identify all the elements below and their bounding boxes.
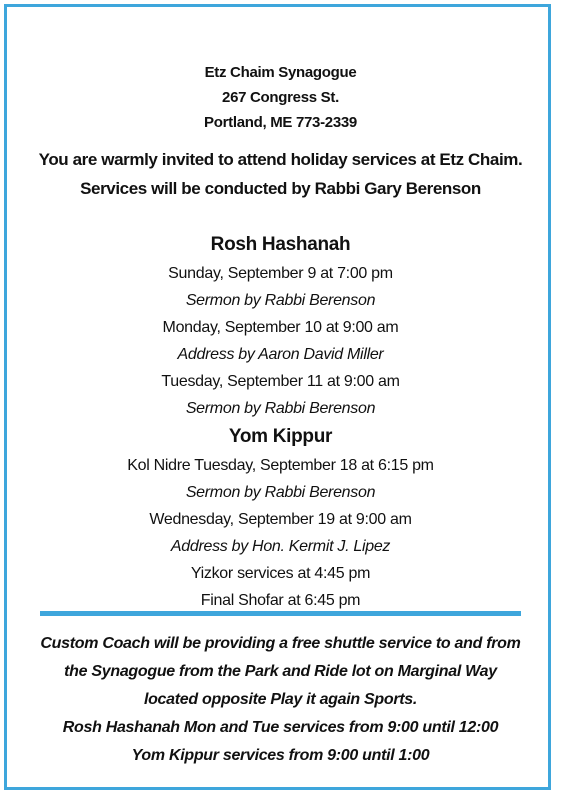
schedule-note: Address by Aaron David Miller bbox=[177, 346, 384, 363]
city-phone: Portland, ME 773-2339 bbox=[204, 114, 357, 131]
schedule-note: Sermon by Rabbi Berenson bbox=[185, 292, 376, 309]
shuttle-line: Rosh Hashanah Mon and Tue services from 9:00 until 12:00 bbox=[62, 719, 499, 736]
shuttle-notice bbox=[0, 630, 561, 770]
section-divider bbox=[40, 611, 521, 616]
street-address: 267 Congress St. bbox=[222, 89, 339, 106]
rosh-hashanah-heading: Rosh Hashanah bbox=[210, 234, 351, 255]
schedule-line: Tuesday, September 11 at 9:00 am bbox=[161, 373, 400, 390]
invitation-line: You are warmly invited to attend holiday services at Etz Chaim. bbox=[38, 150, 523, 169]
schedule-line: Wednesday, September 19 at 9:00 am bbox=[149, 511, 412, 528]
invitation bbox=[0, 145, 561, 203]
schedule-line: Final Shofar at 6:45 pm bbox=[200, 592, 361, 609]
yom-kippur-heading: Yom Kippur bbox=[228, 426, 333, 447]
schedule-note: Sermon by Rabbi Berenson bbox=[185, 484, 376, 501]
synagogue-address bbox=[0, 60, 561, 135]
shuttle-line: the Synagogue from the Park and Ride lot on Marginal Way bbox=[64, 663, 497, 680]
service-schedule bbox=[0, 230, 561, 614]
shuttle-line: located opposite Play it again Sports. bbox=[143, 691, 418, 708]
schedule-line: Sunday, September 9 at 7:00 pm bbox=[168, 265, 393, 282]
schedule-note: Sermon by Rabbi Berenson bbox=[185, 400, 376, 417]
schedule-line: Yizkor services at 4:45 pm bbox=[190, 565, 371, 582]
shuttle-line: Yom Kippur services from 9:00 until 1:00 bbox=[131, 747, 430, 764]
schedule-line: Monday, September 10 at 9:00 am bbox=[162, 319, 399, 336]
shuttle-line: Custom Coach will be providing a free shuttle service to and from bbox=[40, 635, 521, 652]
schedule-line: Kol Nidre Tuesday, September 18 at 6:15 pm bbox=[127, 457, 434, 474]
schedule-note: Address by Hon. Kermit J. Lipez bbox=[170, 538, 391, 555]
synagogue-name: Etz Chaim Synagogue bbox=[204, 64, 357, 81]
invitation-line: Services will be conducted by Rabbi Gary Berenson bbox=[80, 179, 481, 198]
